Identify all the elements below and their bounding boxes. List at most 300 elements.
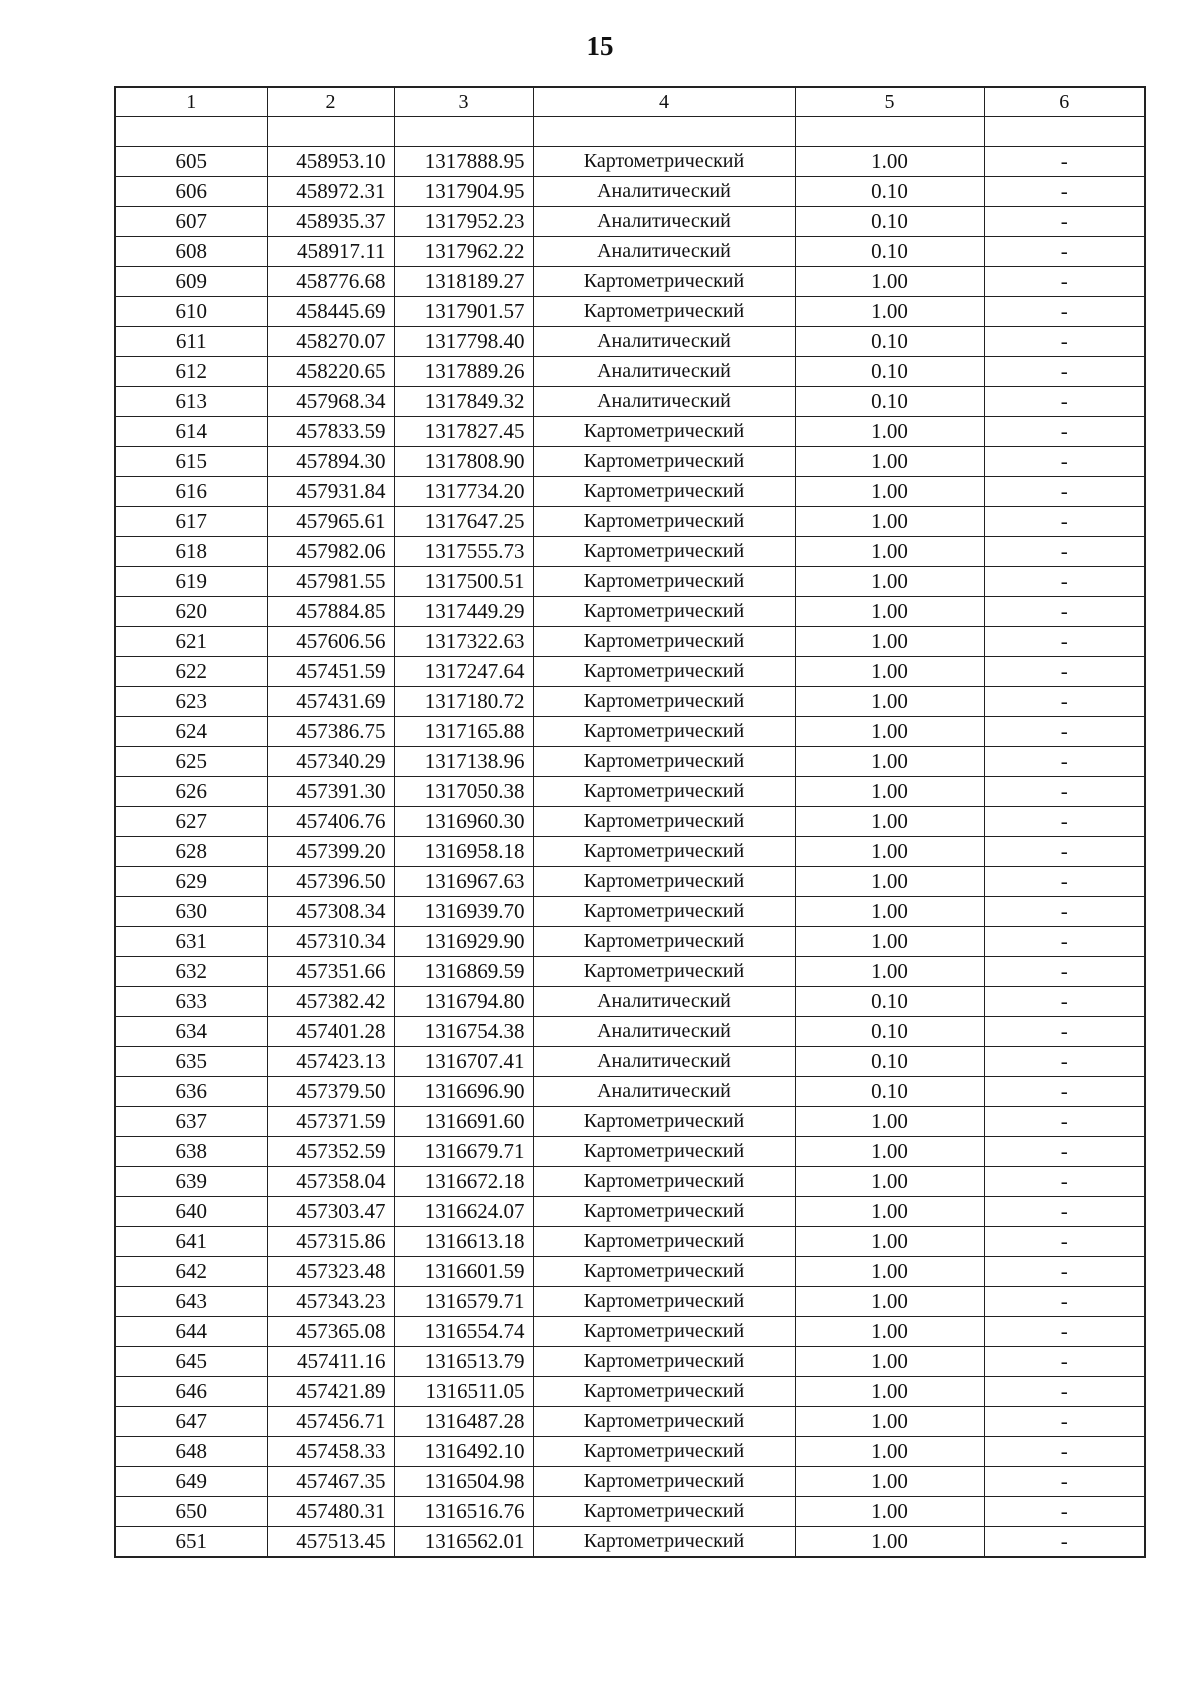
point-number-cell: 646 — [115, 1377, 267, 1407]
note-cell: - — [984, 957, 1145, 987]
accuracy-cell: 1.00 — [795, 1287, 984, 1317]
coordinate-x-cell: 457308.34 — [267, 897, 394, 927]
column-header-4: 4 — [533, 87, 795, 117]
method-cell: Аналитический — [533, 357, 795, 387]
accuracy-cell: 0.10 — [795, 357, 984, 387]
method-cell: Аналитический — [533, 1047, 795, 1077]
method-cell: Картометрический — [533, 687, 795, 717]
table-row — [115, 1467, 1145, 1497]
coordinate-y-cell: 1316511.05 — [394, 1377, 533, 1407]
point-number-cell: 616 — [115, 477, 267, 507]
coordinate-y-cell: 1317808.90 — [394, 447, 533, 477]
point-number-cell: 630 — [115, 897, 267, 927]
accuracy-cell: 1.00 — [795, 897, 984, 927]
point-number-cell: 635 — [115, 1047, 267, 1077]
coordinate-x-cell: 458220.65 — [267, 357, 394, 387]
column-header-5: 5 — [795, 87, 984, 117]
empty-cell — [533, 117, 795, 147]
column-header-3: 3 — [394, 87, 533, 117]
note-cell: - — [984, 1407, 1145, 1437]
note-cell: - — [984, 237, 1145, 267]
coordinate-x-cell: 457431.69 — [267, 687, 394, 717]
coordinate-x-cell: 457456.71 — [267, 1407, 394, 1437]
coordinate-y-cell: 1317901.57 — [394, 297, 533, 327]
accuracy-cell: 1.00 — [795, 747, 984, 777]
coordinate-x-cell: 457399.20 — [267, 837, 394, 867]
method-cell: Картометрический — [533, 417, 795, 447]
point-number-cell: 608 — [115, 237, 267, 267]
coordinate-x-cell: 457343.23 — [267, 1287, 394, 1317]
table-row — [115, 237, 1145, 267]
coordinate-y-cell: 1316487.28 — [394, 1407, 533, 1437]
coordinate-x-cell: 457982.06 — [267, 537, 394, 567]
column-header-1: 1 — [115, 87, 267, 117]
point-number-cell: 637 — [115, 1107, 267, 1137]
method-cell: Картометрический — [533, 597, 795, 627]
point-number-cell: 650 — [115, 1497, 267, 1527]
coordinate-y-cell: 1317449.29 — [394, 597, 533, 627]
coordinate-y-cell: 1316504.98 — [394, 1467, 533, 1497]
coordinate-y-cell: 1317180.72 — [394, 687, 533, 717]
accuracy-cell: 1.00 — [795, 1137, 984, 1167]
accuracy-cell: 1.00 — [795, 927, 984, 957]
table-row — [115, 387, 1145, 417]
table-row — [115, 957, 1145, 987]
method-cell: Картометрический — [533, 1137, 795, 1167]
coordinate-y-cell: 1316679.71 — [394, 1137, 533, 1167]
method-cell: Картометрический — [533, 747, 795, 777]
table-row — [115, 687, 1145, 717]
accuracy-cell: 1.00 — [795, 867, 984, 897]
coordinate-y-cell: 1316929.90 — [394, 927, 533, 957]
empty-cell — [115, 117, 267, 147]
table-row — [115, 657, 1145, 687]
table-header — [115, 87, 1145, 117]
method-cell: Картометрический — [533, 1287, 795, 1317]
method-cell: Аналитический — [533, 387, 795, 417]
coordinate-y-cell: 1317555.73 — [394, 537, 533, 567]
coordinate-x-cell: 457352.59 — [267, 1137, 394, 1167]
method-cell: Картометрический — [533, 1497, 795, 1527]
coordinate-y-cell: 1316613.18 — [394, 1227, 533, 1257]
note-cell: - — [984, 207, 1145, 237]
coordinate-y-cell: 1317247.64 — [394, 657, 533, 687]
table-row — [115, 1317, 1145, 1347]
point-number-cell: 636 — [115, 1077, 267, 1107]
point-number-cell: 638 — [115, 1137, 267, 1167]
point-number-cell: 640 — [115, 1197, 267, 1227]
method-cell: Картометрический — [533, 1437, 795, 1467]
coordinate-y-cell: 1317827.45 — [394, 417, 533, 447]
point-number-cell: 612 — [115, 357, 267, 387]
accuracy-cell: 1.00 — [795, 1317, 984, 1347]
coordinate-x-cell: 457365.08 — [267, 1317, 394, 1347]
point-number-cell: 610 — [115, 297, 267, 327]
coordinate-x-cell: 458972.31 — [267, 177, 394, 207]
point-number-cell: 618 — [115, 537, 267, 567]
note-cell: - — [984, 1317, 1145, 1347]
accuracy-cell: 1.00 — [795, 957, 984, 987]
point-number-cell: 643 — [115, 1287, 267, 1317]
coordinate-x-cell: 457310.34 — [267, 927, 394, 957]
point-number-cell: 629 — [115, 867, 267, 897]
point-number-cell: 625 — [115, 747, 267, 777]
table-row — [115, 597, 1145, 627]
note-cell: - — [984, 477, 1145, 507]
coordinate-x-cell: 457303.47 — [267, 1197, 394, 1227]
table-row — [115, 537, 1145, 567]
accuracy-cell: 1.00 — [795, 567, 984, 597]
table-row — [115, 1287, 1145, 1317]
method-cell: Аналитический — [533, 1017, 795, 1047]
table-row — [115, 357, 1145, 387]
empty-cell — [984, 117, 1145, 147]
method-cell: Картометрический — [533, 717, 795, 747]
coordinate-x-cell: 457981.55 — [267, 567, 394, 597]
table-row — [115, 1227, 1145, 1257]
point-number-cell: 613 — [115, 387, 267, 417]
method-cell: Картометрический — [533, 957, 795, 987]
note-cell: - — [984, 1377, 1145, 1407]
method-cell: Картометрический — [533, 1107, 795, 1137]
coordinate-y-cell: 1316960.30 — [394, 807, 533, 837]
coordinate-x-cell: 457965.61 — [267, 507, 394, 537]
method-cell: Картометрический — [533, 537, 795, 567]
coordinate-y-cell: 1317849.32 — [394, 387, 533, 417]
coordinate-y-cell: 1317138.96 — [394, 747, 533, 777]
point-number-cell: 623 — [115, 687, 267, 717]
note-cell: - — [984, 1107, 1145, 1137]
method-cell: Картометрический — [533, 1347, 795, 1377]
coordinate-x-cell: 457396.50 — [267, 867, 394, 897]
accuracy-cell: 1.00 — [795, 837, 984, 867]
coordinate-x-cell: 457382.42 — [267, 987, 394, 1017]
coordinate-y-cell: 1316691.60 — [394, 1107, 533, 1137]
note-cell: - — [984, 177, 1145, 207]
coordinate-y-cell: 1316794.80 — [394, 987, 533, 1017]
coordinate-x-cell: 457379.50 — [267, 1077, 394, 1107]
coordinate-y-cell: 1317889.26 — [394, 357, 533, 387]
point-number-cell: 641 — [115, 1227, 267, 1257]
coordinate-x-cell: 457386.75 — [267, 717, 394, 747]
table-row — [115, 1437, 1145, 1467]
note-cell: - — [984, 537, 1145, 567]
method-cell: Картометрический — [533, 297, 795, 327]
point-number-cell: 633 — [115, 987, 267, 1017]
note-cell: - — [984, 717, 1145, 747]
accuracy-cell: 1.00 — [795, 1167, 984, 1197]
accuracy-cell: 1.00 — [795, 717, 984, 747]
point-number-cell: 621 — [115, 627, 267, 657]
coordinate-x-cell: 457323.48 — [267, 1257, 394, 1287]
method-cell: Картометрический — [533, 867, 795, 897]
table-row — [115, 1077, 1145, 1107]
table-row — [115, 1107, 1145, 1137]
note-cell: - — [984, 297, 1145, 327]
point-number-cell: 619 — [115, 567, 267, 597]
coordinate-y-cell: 1316967.63 — [394, 867, 533, 897]
empty-cell — [267, 117, 394, 147]
note-cell: - — [984, 1077, 1145, 1107]
method-cell: Аналитический — [533, 237, 795, 267]
empty-cell — [394, 117, 533, 147]
point-number-cell: 651 — [115, 1527, 267, 1558]
table-row — [115, 987, 1145, 1017]
note-cell: - — [984, 1287, 1145, 1317]
method-cell: Картометрический — [533, 447, 795, 477]
coordinate-y-cell: 1317050.38 — [394, 777, 533, 807]
table-row — [115, 1347, 1145, 1377]
accuracy-cell: 1.00 — [795, 1467, 984, 1497]
table-row — [115, 1497, 1145, 1527]
method-cell: Картометрический — [533, 507, 795, 537]
note-cell: - — [984, 447, 1145, 477]
coordinate-x-cell: 458270.07 — [267, 327, 394, 357]
note-cell: - — [984, 1437, 1145, 1467]
table-row — [115, 1017, 1145, 1047]
table-row — [115, 1047, 1145, 1077]
coordinate-y-cell: 1317165.88 — [394, 717, 533, 747]
coordinate-x-cell: 458917.11 — [267, 237, 394, 267]
method-cell: Картометрический — [533, 147, 795, 177]
note-cell: - — [984, 687, 1145, 717]
note-cell: - — [984, 897, 1145, 927]
note-cell: - — [984, 387, 1145, 417]
coordinate-x-cell: 457480.31 — [267, 1497, 394, 1527]
coordinate-x-cell: 457513.45 — [267, 1527, 394, 1558]
coordinate-y-cell: 1316696.90 — [394, 1077, 533, 1107]
accuracy-cell: 1.00 — [795, 597, 984, 627]
accuracy-cell: 1.00 — [795, 807, 984, 837]
coordinate-y-cell: 1316707.41 — [394, 1047, 533, 1077]
coordinate-x-cell: 457358.04 — [267, 1167, 394, 1197]
accuracy-cell: 1.00 — [795, 297, 984, 327]
coordinate-x-cell: 457467.35 — [267, 1467, 394, 1497]
coordinate-y-cell: 1316939.70 — [394, 897, 533, 927]
table-row — [115, 807, 1145, 837]
method-cell: Картометрический — [533, 567, 795, 597]
point-number-cell: 624 — [115, 717, 267, 747]
note-cell: - — [984, 657, 1145, 687]
note-cell: - — [984, 867, 1145, 897]
method-cell: Картометрический — [533, 777, 795, 807]
point-number-cell: 644 — [115, 1317, 267, 1347]
method-cell: Картометрический — [533, 807, 795, 837]
coordinate-x-cell: 458445.69 — [267, 297, 394, 327]
note-cell: - — [984, 567, 1145, 597]
column-header-2: 2 — [267, 87, 394, 117]
method-cell: Аналитический — [533, 327, 795, 357]
table-row — [115, 897, 1145, 927]
method-cell: Картометрический — [533, 1407, 795, 1437]
empty-row — [115, 117, 1145, 147]
coordinates-table — [114, 86, 1146, 1558]
accuracy-cell: 1.00 — [795, 507, 984, 537]
note-cell: - — [984, 747, 1145, 777]
point-number-cell: 614 — [115, 417, 267, 447]
accuracy-cell: 1.00 — [795, 1527, 984, 1558]
accuracy-cell: 1.00 — [795, 1497, 984, 1527]
coordinate-y-cell: 1316579.71 — [394, 1287, 533, 1317]
note-cell: - — [984, 1167, 1145, 1197]
table-row — [115, 567, 1145, 597]
note-cell: - — [984, 927, 1145, 957]
coordinate-y-cell: 1316554.74 — [394, 1317, 533, 1347]
point-number-cell: 626 — [115, 777, 267, 807]
point-number-cell: 607 — [115, 207, 267, 237]
point-number-cell: 606 — [115, 177, 267, 207]
table-row — [115, 1407, 1145, 1437]
note-cell: - — [984, 1137, 1145, 1167]
coordinate-x-cell: 457351.66 — [267, 957, 394, 987]
note-cell: - — [984, 1227, 1145, 1257]
method-cell: Картометрический — [533, 837, 795, 867]
method-cell: Аналитический — [533, 987, 795, 1017]
method-cell: Картометрический — [533, 1377, 795, 1407]
method-cell: Картометрический — [533, 897, 795, 927]
accuracy-cell: 0.10 — [795, 207, 984, 237]
table-row — [115, 867, 1145, 897]
coordinate-x-cell: 457406.76 — [267, 807, 394, 837]
note-cell: - — [984, 597, 1145, 627]
coordinate-y-cell: 1317952.23 — [394, 207, 533, 237]
coordinate-x-cell: 457423.13 — [267, 1047, 394, 1077]
coordinate-y-cell: 1317500.51 — [394, 567, 533, 597]
table-row — [115, 477, 1145, 507]
accuracy-cell: 1.00 — [795, 1377, 984, 1407]
table-row — [115, 417, 1145, 447]
point-number-cell: 609 — [115, 267, 267, 297]
coordinate-y-cell: 1316958.18 — [394, 837, 533, 867]
accuracy-cell: 1.00 — [795, 477, 984, 507]
accuracy-cell: 1.00 — [795, 447, 984, 477]
table-row — [115, 1257, 1145, 1287]
accuracy-cell: 1.00 — [795, 627, 984, 657]
coordinate-x-cell: 457458.33 — [267, 1437, 394, 1467]
note-cell: - — [984, 1257, 1145, 1287]
coordinate-y-cell: 1317888.95 — [394, 147, 533, 177]
note-cell: - — [984, 777, 1145, 807]
coordinate-x-cell: 458953.10 — [267, 147, 394, 177]
coordinate-x-cell: 457401.28 — [267, 1017, 394, 1047]
table-row — [115, 267, 1145, 297]
note-cell: - — [984, 327, 1145, 357]
point-number-cell: 615 — [115, 447, 267, 477]
accuracy-cell: 1.00 — [795, 777, 984, 807]
method-cell: Картометрический — [533, 267, 795, 297]
accuracy-cell: 1.00 — [795, 657, 984, 687]
method-cell: Картометрический — [533, 1227, 795, 1257]
accuracy-cell: 1.00 — [795, 1407, 984, 1437]
coordinate-y-cell: 1317322.63 — [394, 627, 533, 657]
coordinate-x-cell: 457391.30 — [267, 777, 394, 807]
coordinate-y-cell: 1316513.79 — [394, 1347, 533, 1377]
method-cell: Картометрический — [533, 1257, 795, 1287]
table-row — [115, 927, 1145, 957]
note-cell: - — [984, 1467, 1145, 1497]
point-number-cell: 605 — [115, 147, 267, 177]
point-number-cell: 647 — [115, 1407, 267, 1437]
coordinate-x-cell: 457894.30 — [267, 447, 394, 477]
method-cell: Картометрический — [533, 627, 795, 657]
coordinate-x-cell: 457411.16 — [267, 1347, 394, 1377]
accuracy-cell: 1.00 — [795, 1257, 984, 1287]
note-cell: - — [984, 1347, 1145, 1377]
method-cell: Картометрический — [533, 1167, 795, 1197]
note-cell: - — [984, 1017, 1145, 1047]
table-row — [115, 717, 1145, 747]
accuracy-cell: 1.00 — [795, 1227, 984, 1257]
accuracy-cell: 1.00 — [795, 1107, 984, 1137]
method-cell: Картометрический — [533, 657, 795, 687]
note-cell: - — [984, 267, 1145, 297]
table-row — [115, 1377, 1145, 1407]
coordinate-y-cell: 1317904.95 — [394, 177, 533, 207]
coordinate-x-cell: 457451.59 — [267, 657, 394, 687]
point-number-cell: 634 — [115, 1017, 267, 1047]
table-row — [115, 297, 1145, 327]
note-cell: - — [984, 807, 1145, 837]
coordinate-y-cell: 1317647.25 — [394, 507, 533, 537]
method-cell: Аналитический — [533, 177, 795, 207]
table-row — [115, 147, 1145, 177]
table-row — [115, 447, 1145, 477]
coordinate-y-cell: 1317962.22 — [394, 237, 533, 267]
table-row — [115, 1527, 1145, 1558]
accuracy-cell: 0.10 — [795, 1077, 984, 1107]
accuracy-cell: 0.10 — [795, 177, 984, 207]
note-cell: - — [984, 357, 1145, 387]
accuracy-cell: 0.10 — [795, 987, 984, 1017]
coordinate-y-cell: 1316601.59 — [394, 1257, 533, 1287]
note-cell: - — [984, 837, 1145, 867]
note-cell: - — [984, 417, 1145, 447]
header-row — [115, 87, 1145, 117]
coordinate-x-cell: 457931.84 — [267, 477, 394, 507]
point-number-cell: 632 — [115, 957, 267, 987]
point-number-cell: 622 — [115, 657, 267, 687]
table-row — [115, 207, 1145, 237]
table-row — [115, 1197, 1145, 1227]
note-cell: - — [984, 627, 1145, 657]
point-number-cell: 627 — [115, 807, 267, 837]
accuracy-cell: 1.00 — [795, 1437, 984, 1467]
method-cell: Аналитический — [533, 1077, 795, 1107]
coordinate-x-cell: 457606.56 — [267, 627, 394, 657]
coordinate-y-cell: 1317798.40 — [394, 327, 533, 357]
coordinate-x-cell: 457421.89 — [267, 1377, 394, 1407]
note-cell: - — [984, 1527, 1145, 1558]
accuracy-cell: 1.00 — [795, 267, 984, 297]
accuracy-cell: 0.10 — [795, 1047, 984, 1077]
point-number-cell: 611 — [115, 327, 267, 357]
coordinate-y-cell: 1317734.20 — [394, 477, 533, 507]
coordinate-x-cell: 457371.59 — [267, 1107, 394, 1137]
accuracy-cell: 0.10 — [795, 387, 984, 417]
point-number-cell: 631 — [115, 927, 267, 957]
coordinate-y-cell: 1318189.27 — [394, 267, 533, 297]
point-number-cell: 642 — [115, 1257, 267, 1287]
point-number-cell: 620 — [115, 597, 267, 627]
empty-cell — [795, 117, 984, 147]
accuracy-cell: 0.10 — [795, 237, 984, 267]
accuracy-cell: 1.00 — [795, 417, 984, 447]
coordinate-y-cell: 1316492.10 — [394, 1437, 533, 1467]
point-number-cell: 648 — [115, 1437, 267, 1467]
note-cell: - — [984, 987, 1145, 1017]
note-cell: - — [984, 1047, 1145, 1077]
coordinate-y-cell: 1316672.18 — [394, 1167, 533, 1197]
